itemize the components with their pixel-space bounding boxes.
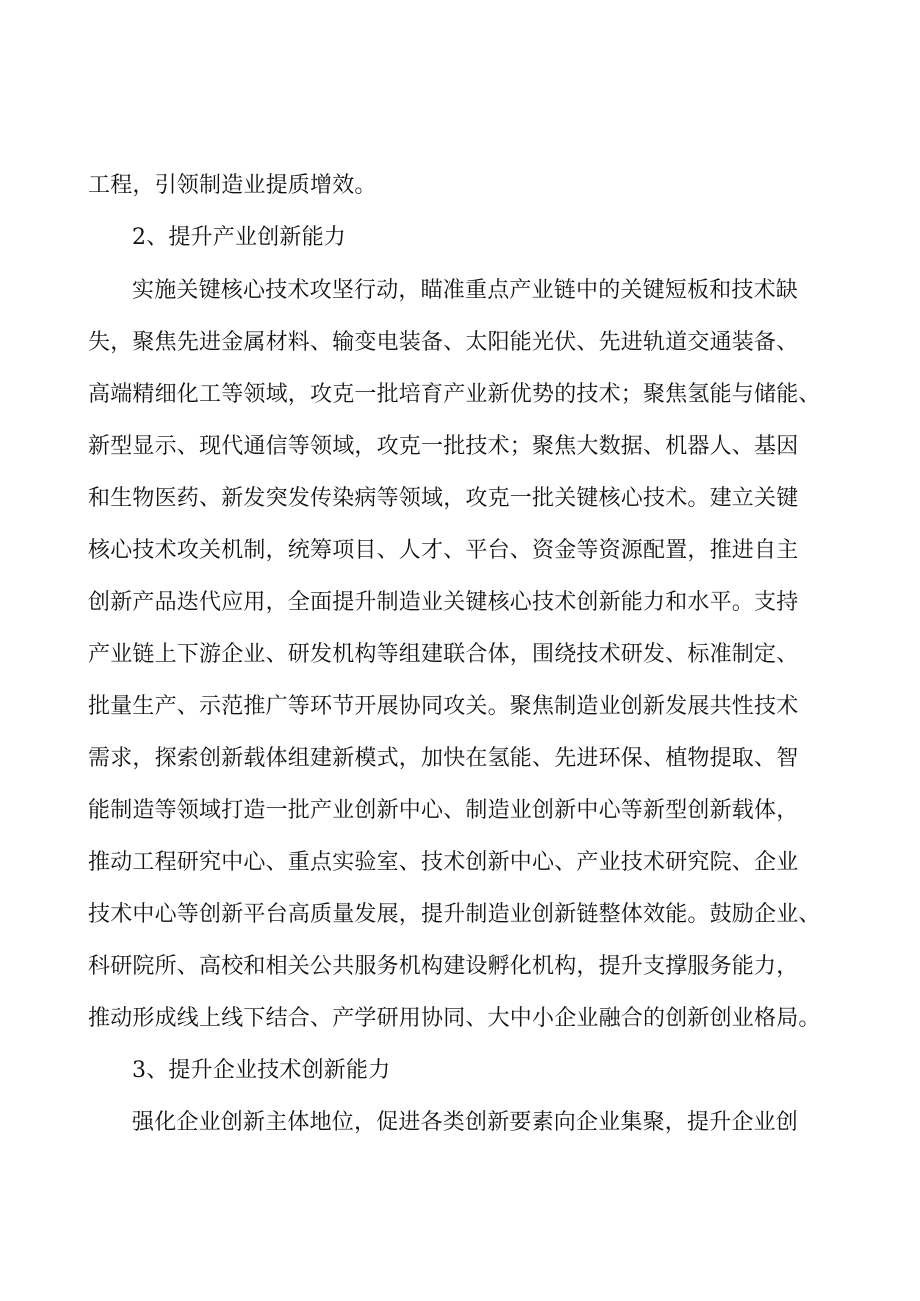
paragraph-line: 创新产品迭代应用，全面提升制造业关键核心技术创新能力和水平。支持 bbox=[88, 590, 799, 615]
paragraph-line: 核心技术攻关机制，统筹项目、人才、平台、资金等资源配置，推进自主 bbox=[88, 538, 799, 563]
paragraph-line: 新型显示、现代通信等领域，攻克一批技术；聚焦大数据、机器人、基因 bbox=[88, 434, 799, 459]
paragraph-line: 产业链上下游企业、研发机构等组建联合体，围绕技术研发、标准制定、 bbox=[88, 642, 799, 667]
paragraph-line: 技术中心等创新平台高质量发展，提升制造业创新链整体效能。鼓励企业、 bbox=[88, 902, 821, 927]
paragraph-line: 批量生产、示范推广等环节开展协同攻关。聚焦制造业创新发展共性技术 bbox=[88, 694, 799, 719]
paragraph-line: 实施关键核心技术攻坚行动，瞄准重点产业链中的关键短板和技术缺 bbox=[132, 278, 799, 303]
section-heading: 3、提升企业技术创新能力 bbox=[132, 1058, 391, 1083]
paragraph-line: 失，聚焦先进金属材料、输变电装备、太阳能光伏、先进轨道交通装备、 bbox=[88, 330, 799, 355]
paragraph-line: 工程，引领制造业提质增效。 bbox=[88, 173, 377, 198]
paragraph-line: 和生物医药、新发突发传染病等领域，攻克一批关键核心技术。建立关键 bbox=[88, 486, 799, 511]
paragraph-line: 推动工程研究中心、重点实验室、技术创新中心、产业技术研究院、企业 bbox=[88, 850, 799, 875]
paragraph-line: 需求，探索创新载体组建新模式，加快在氢能、先进环保、植物提取、智 bbox=[88, 746, 799, 771]
paragraph-line: 推动形成线上线下结合、产学研用协同、大中小企业融合的创新创业格局。 bbox=[88, 1006, 821, 1031]
section-heading: 2、提升产业创新能力 bbox=[132, 225, 346, 250]
paragraph-line: 能制造等领域打造一批产业创新中心、制造业创新中心等新型创新载体， bbox=[88, 798, 799, 823]
paragraph-line: 科研院所、高校和相关公共服务机构建设孵化机构，提升支撑服务能力， bbox=[88, 954, 799, 979]
paragraph-line: 强化企业创新主体地位，促进各类创新要素向企业集聚，提升企业创 bbox=[132, 1110, 799, 1135]
paragraph-line: 高端精细化工等领域，攻克一批培育产业新优势的技术；聚焦氢能与储能、 bbox=[88, 382, 821, 407]
